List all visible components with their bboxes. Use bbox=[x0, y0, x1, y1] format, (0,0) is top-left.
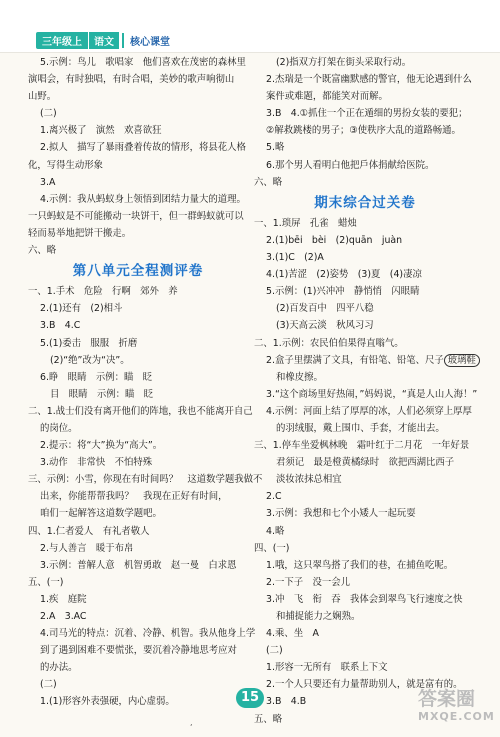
answer-line: 3.(1)C (2)A bbox=[266, 252, 324, 264]
answer-line: 3.示例：普解人意 机智勇敢 赵一曼 白求恩 bbox=[40, 559, 237, 571]
answer-line: 3.B 4.C bbox=[40, 320, 81, 332]
answer-line: 2.A 3.AC bbox=[40, 611, 87, 622]
answer-line: 五、略 bbox=[254, 713, 283, 725]
answer-line: 出来，你能帮帮我吗？ 我现在正好有时间， bbox=[40, 491, 228, 503]
answer-line: 2.(1)bēi bèi (2)quān juàn bbox=[266, 234, 403, 246]
answer-line: 4.示例：河面上结了厚厚的冰，人们必须穿上厚厚 bbox=[266, 405, 472, 417]
watermark-logo bbox=[418, 688, 495, 730]
answer-line: 6.那个男人看明白他把戶体捐献给医院。 bbox=[266, 159, 435, 171]
watermark-line1: 答案圈 bbox=[418, 688, 476, 710]
answer-line: 六、略 bbox=[28, 245, 57, 257]
answer-line: 1.离兴极了 演然 欢喜欲狂 bbox=[40, 125, 162, 137]
answer-line: 3.A bbox=[40, 176, 56, 188]
answer-line: 4.乘、坐 A bbox=[266, 628, 319, 640]
answer-line: 一、1.手术 危险 行啊 郊外 养 bbox=[28, 286, 178, 298]
answer-line: (2)“绝”改为“决”。 bbox=[50, 354, 130, 366]
section-title: 第八单元全程测评卷 bbox=[72, 263, 204, 280]
answer-line: 1.(1)形容外表强硬，内心虚弱。 bbox=[40, 696, 175, 708]
answer-line: 5.示例：(1)兴冲冲 静悄悄 闪眼睛 bbox=[266, 286, 420, 298]
answer-line: 三、示例：小雪，你现在有时间吗？ 这道数学题我做不 bbox=[28, 474, 263, 486]
answer-line: 山野。 bbox=[28, 91, 57, 103]
answer-line: 二、1.战士们没有离开他们的阵地，我也不能离开自己 bbox=[28, 405, 253, 417]
answer-line: 的岗位。 bbox=[40, 422, 78, 434]
answer-line: 5.(1)委击 服服 折磨 bbox=[40, 337, 138, 349]
answer-line: 5.略 bbox=[266, 142, 285, 154]
answer-line: 4.示例：我从蚂蚁身上领悟到团结力量大的道理。 bbox=[40, 193, 246, 205]
answer-line: (二) bbox=[40, 108, 57, 120]
answer-line: 轻而易举地把饼干搬走。 bbox=[28, 227, 132, 239]
answer-line: 的羽绒服，戴上围巾、手套，才能出去。 bbox=[276, 422, 445, 434]
circled-correction: 玻璃鞋 bbox=[444, 354, 480, 367]
answer-line: 五、(一) bbox=[28, 576, 64, 588]
answer-line: 到了遇到困难不要慌张，要沉着冷静地思考应对 bbox=[40, 645, 237, 657]
answer-line: 咱们一起解答这道数学题吧。 bbox=[40, 508, 162, 520]
course-label: 核心课堂 bbox=[122, 33, 176, 48]
answer-line: 2.与人善言 暖于布帛 bbox=[40, 542, 134, 554]
answer-line: (二) bbox=[266, 645, 283, 657]
answer-line: 2.杰瑞是一个既富幽默感的警官，他无论遇到什么 bbox=[266, 74, 472, 86]
grade-label: 三年级上 bbox=[36, 32, 88, 49]
answer-line: 2.一个人只要还有力量帮助别人，就是富有的。 bbox=[266, 679, 463, 691]
answer-line: 二、1.示例：农民伯伯果得直嗡气。 bbox=[254, 337, 404, 349]
answer-line: 2.C bbox=[266, 491, 282, 503]
answer-line: 3.示例：我想和七个小矮人一起玩耍 bbox=[266, 508, 416, 520]
answer-line: 演唱会，有时独唱，有时合唱，美妙的歌声响彻山 bbox=[28, 74, 235, 86]
answer-line: 君须记 最是橙黄橘绿时 欲把西湖比西子 bbox=[276, 457, 455, 469]
answer-line: 和捕捉能力之娴熟。 bbox=[276, 611, 361, 622]
answer-text: 盒子里摆满了文具，有铅笔、铅笔、尺子 bbox=[274, 354, 444, 366]
subject-label: 语文 bbox=[89, 32, 119, 49]
answer-line: 2.(1)还有 (2)相斗 bbox=[40, 303, 123, 315]
answer-line: (2)百发百中 四平八稳 bbox=[276, 303, 374, 315]
watermark-line2: MXQE.COM bbox=[418, 710, 495, 723]
answer-line: 1.哦，这只翠鸟搭了我们的巷，在捕鱼吃呢。 bbox=[266, 559, 454, 571]
answer-line: 4.略 bbox=[266, 525, 285, 537]
answer-line: ②解救跳楼的男子；③使秩序大乱的道路畅通。 bbox=[266, 125, 461, 137]
answer-line: 3.冲 飞 衔 吞 我体会到翠鸟飞行速度之快 bbox=[266, 593, 463, 605]
answer-line: 4.(1)苦涩 (2)姿势 (3)夏 (4)凄凉 bbox=[266, 269, 422, 281]
section-title: 期末综合过关卷 bbox=[314, 194, 416, 211]
answer-line: 四、(一) bbox=[254, 542, 290, 554]
answer-line: 1.形容一无所有 联系上下文 bbox=[266, 662, 388, 674]
answer-line: 3.“这个商场里好热闹，”妈妈说，“真是人山人海！” bbox=[266, 388, 478, 400]
answer-number: 2. bbox=[266, 354, 275, 366]
page-number: 15 bbox=[236, 688, 264, 708]
answer-line: 6.睁 眼睛 示例：瞄 眨 bbox=[40, 371, 153, 383]
answer-line: 4.司马光的特点：沉着、冷静、机智。我从他身上学 bbox=[40, 628, 256, 640]
answer-line: 案件或难题，都能笑对而解。 bbox=[266, 91, 388, 103]
answer-line: (二) bbox=[40, 679, 57, 691]
answer-line bbox=[254, 352, 476, 369]
answer-line: 2.拟人 描写了暴雨叠着传故的情形，将县花人格 bbox=[40, 142, 246, 154]
answer-line: (2)指双方打架在街头采取行动。 bbox=[276, 57, 412, 68]
right-answer-column bbox=[254, 54, 476, 728]
answer-line: 2.提示：将“大”换为“高大”。 bbox=[40, 440, 163, 452]
answer-line: (3)天高云淡 秋风习习 bbox=[276, 320, 374, 332]
answer-line: 三、1.停车坐爱枫林晚 霜叶红于二月花 一年好景 bbox=[254, 440, 470, 452]
answer-line: 化，写得生动形象 bbox=[28, 159, 104, 171]
answer-line: 目 眼睛 示例：瞄 眨 bbox=[50, 388, 154, 400]
answer-line: 四、1.仁者爱人 有礼者敬人 bbox=[28, 525, 150, 537]
answer-line: 2.一下子 没一会儿 bbox=[266, 576, 350, 588]
header-badge bbox=[36, 33, 176, 47]
answer-line: 和橡皮擦。 bbox=[276, 371, 323, 383]
answer-line: 一、1.琐屏 孔雀 蜡烛 bbox=[254, 217, 357, 229]
answer-line: 5.示例：鸟儿 歌唱家 他们喜欢在茂密的森林里 bbox=[40, 57, 246, 68]
answer-line: 1.疾 庭院 bbox=[40, 593, 87, 605]
answer-line: 淡妆浓抹总相宜 bbox=[276, 474, 342, 486]
header-strip bbox=[0, 0, 500, 53]
answer-line: 3.动作 非常快 不怕特殊 bbox=[40, 457, 153, 469]
answer-line: 的办法。 bbox=[40, 662, 78, 674]
answer-line: 3.B 4.①抓住一个正在遁细的男扮女装的要犯； bbox=[266, 108, 468, 120]
answer-line: 3.B 4.B bbox=[266, 696, 307, 708]
answer-line: 一只蚂蚁是不可能搬动一块饼干，但一群蚂蚁就可以 bbox=[28, 210, 244, 222]
answer-line: 六、略 bbox=[254, 176, 283, 188]
footer-mark: , bbox=[190, 718, 193, 727]
